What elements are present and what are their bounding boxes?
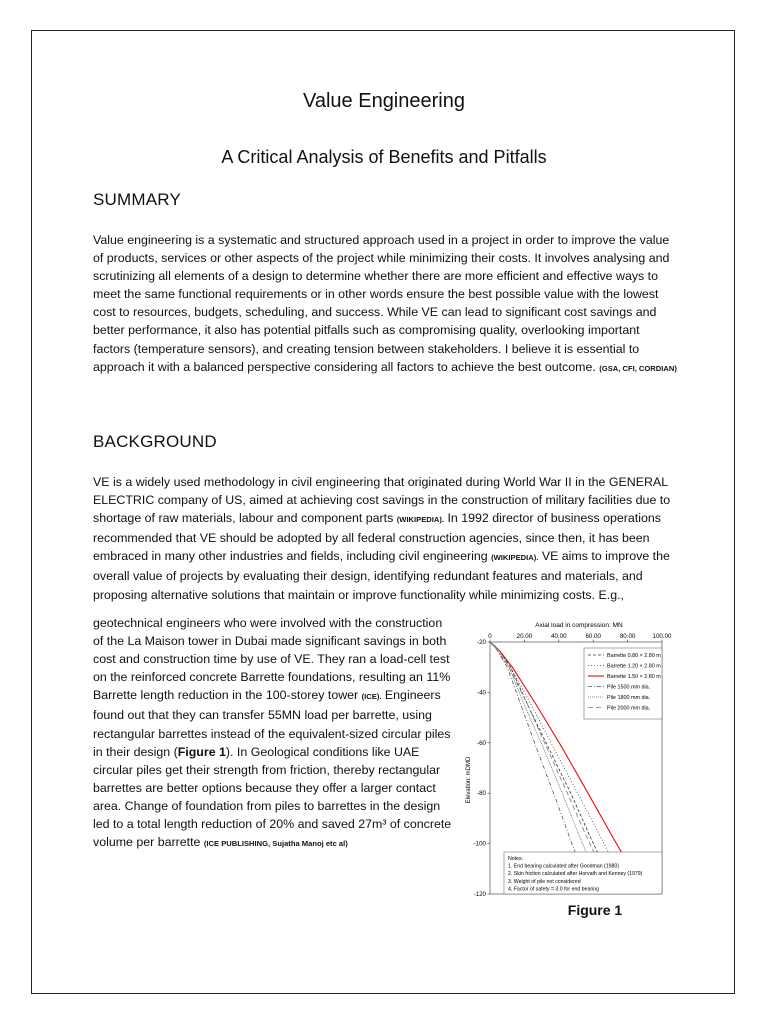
x-tick-label: 100.00 xyxy=(652,633,672,640)
bg-text-3: VE aims to improve the overall value of projects by evaluating their design, identifying redundant features and materials, and proposing alternative solutions that maintain or improve functionality while minimizing costs. E.g., xyxy=(93,549,670,602)
bg-text-1: VE is a widely used methodology in civil engineering that originated during World War II in the GENERAL ELECTRIC company of US, aimed at achieving cost savings in the construction of military facilities due to shortage of raw materials, labour and component parts xyxy=(93,475,671,526)
x-tick-label: 0 xyxy=(488,633,492,640)
legend-label: Pile 2000 mm dia. xyxy=(607,705,651,712)
x-tick-label: 60.00 xyxy=(585,633,601,640)
note-line: 2. Skin friction calculated after Horvath and Kenney (1979) xyxy=(508,871,643,878)
bg-citation-4: (ICE PUBLISHING, Sujatha Manoj etc al) xyxy=(203,839,348,849)
chart-title: Axial load in compression: MN xyxy=(535,622,623,629)
y-tick-label: -100 xyxy=(473,840,486,848)
page-title: Value Engineering xyxy=(303,90,465,112)
bg-text-2: In 1992 director of business operations recommended that VE should be adopted by all federal construction agencies, since then, it has been embraced in many other industries and fields, including civil engineering xyxy=(93,511,661,564)
x-tick-label: 40.00 xyxy=(551,633,567,640)
chart-ylabel: Elevation: mDMD xyxy=(466,756,472,804)
bg-citation-2: (WIKIPEDIA). xyxy=(491,553,539,563)
figure-reference: Figure 1 xyxy=(177,744,226,759)
summary-paragraph xyxy=(93,231,677,378)
background-heading: BACKGROUND xyxy=(93,432,217,451)
note-line: 1. End bearing calculated after Goodman (1980) xyxy=(508,863,620,870)
bg-citation-3: (ICE). xyxy=(361,692,382,702)
summary-text: Value engineering is a systematic and structured approach used in a project in order to improve the value of products, services or other aspects of the project while minimizing their costs. It involves analysing and scrutinizing all elements of a design to determine whether there are more efficient and effective ways to meet the same functional requirements or in other words ensure the best possible value with the lowest cost to resources, budgets, scheduling, and success. While VE can lead to significant cost savings and better performance, it also has potential pitfalls such as compromising quality, overlooking important factors (temperature sensors), and creating tension between stakeholders. I believe it is essential to approach it with a balanced perspective considering all factors to achieve the best outcome. xyxy=(93,233,670,374)
background-paragraph-1 xyxy=(93,473,677,604)
legend-label: Barrette 1.20 × 2.80 m xyxy=(607,663,661,670)
legend-label: Pile 1500 mm dia. xyxy=(607,684,651,691)
y-tick-label: -40 xyxy=(477,689,486,697)
summary-citation: (GSA, CFI, CORDIAN) xyxy=(599,363,677,373)
bg-text-6: ). In Geological conditions like UAE circular piles get their strength from friction, thereby rectangular barrettes are better options because they offer a larger contact area. Change of foundation from piles to barrettes in the design led to a total length reduction of 20% and saved 27m³ of concrete volume per barrette xyxy=(93,744,452,850)
note-line: 3. Weight of pile not considered xyxy=(508,878,581,885)
page-subtitle: A Critical Analysis of Benefits and Pitfalls xyxy=(221,147,547,167)
legend-label: Barrette 1.50 × 2.80 m xyxy=(607,674,661,680)
x-tick-label: 20.00 xyxy=(516,633,533,640)
load-elevation-chart xyxy=(464,620,684,904)
note-line: 4. Factor of safety = 3.0 for end bearing xyxy=(508,886,599,893)
y-tick-label: -120 xyxy=(473,891,486,898)
series-line xyxy=(490,642,593,869)
figure-caption: Figure 1 xyxy=(567,902,623,918)
summary-heading: SUMMARY xyxy=(93,190,181,209)
y-tick-label: -60 xyxy=(477,739,486,747)
figure-1 xyxy=(464,620,684,904)
legend-label: Pile 1800 mm dia. xyxy=(607,695,651,701)
background-paragraph-2 xyxy=(93,614,453,853)
note-line: Notes: xyxy=(508,856,523,862)
legend-label: Barrette 0.80 × 2.80 m xyxy=(607,653,661,659)
series-line xyxy=(490,642,581,869)
y-tick-label: -80 xyxy=(477,790,486,798)
x-tick-label: 80.00 xyxy=(619,633,636,640)
bg-citation-1: (WIKIPEDIA). xyxy=(396,515,444,525)
bg-text-4: geotechnical engineers who were involved with the construction of the La Maison tower in Dubai made significant savings in both cost and construction time by use of VE. They ran a load-cell test on the reinforced concrete Barrette foundations, resulting an 11% Barrette length reduction in the 100-storey tower xyxy=(93,616,451,703)
bg-text-5: Engineers found out that they can transfer 55MN load per barrette, using rectangular barrettes instead of the equivalent-sized circular piles in their design ( xyxy=(93,688,451,759)
y-tick-label: -20 xyxy=(477,639,486,646)
